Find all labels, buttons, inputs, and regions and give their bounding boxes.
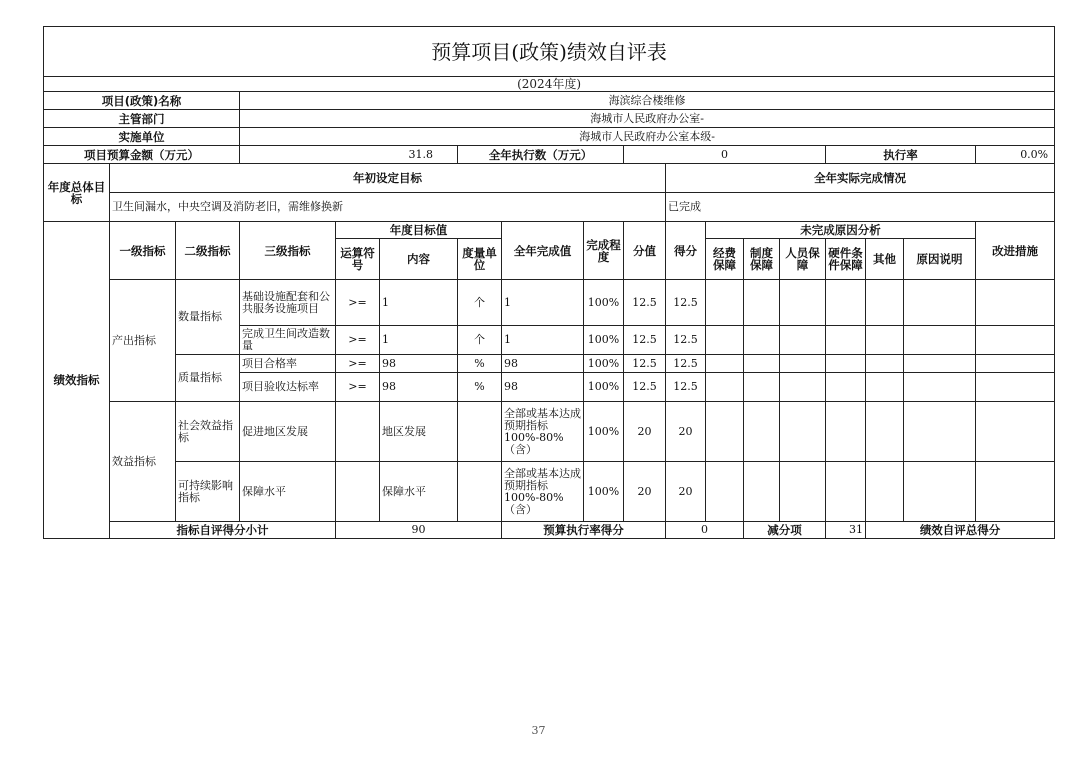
empty-cell	[706, 462, 744, 522]
reason-group-header: 未完成原因分析	[706, 222, 976, 239]
empty-cell	[866, 373, 904, 402]
overall-goal-label: 年度总体目标	[44, 164, 110, 222]
improve-header: 改进措施	[976, 222, 1055, 280]
indicator-degree: 100%	[584, 402, 624, 462]
empty-cell	[976, 462, 1055, 522]
empty-cell	[780, 373, 826, 402]
indicator-score: 12.5	[624, 373, 666, 402]
target-group-header: 年度目标值	[336, 222, 502, 239]
score-header: 分值	[624, 222, 666, 280]
exec-label: 全年执行数（万元）	[458, 146, 624, 164]
empty-cell	[866, 326, 904, 355]
indicator-content: 1	[380, 326, 458, 355]
indicator-unit: 个	[458, 280, 502, 326]
empty-cell	[780, 462, 826, 522]
empty-cell	[706, 280, 744, 326]
total-score-label: 绩效自评总得分	[866, 522, 1055, 539]
indicator-name: 保障水平	[240, 462, 336, 522]
quality-indicator: 质量指标	[176, 355, 240, 402]
deduct-value: 31	[826, 522, 866, 539]
indicator-actual: 1	[502, 280, 584, 326]
empty-cell	[866, 355, 904, 373]
actual-header: 全年实际完成情况	[666, 164, 1055, 193]
social-indicator: 社会效益指标	[176, 402, 240, 462]
actual-value-header: 全年完成值	[502, 222, 584, 280]
empty-cell	[780, 355, 826, 373]
indicator-op: >=	[336, 355, 380, 373]
content-header: 内容	[380, 239, 458, 280]
empty-cell	[706, 355, 744, 373]
indicator-name: 促进地区发展	[240, 402, 336, 462]
budget-value: 31.8	[240, 146, 458, 164]
unit-value: 海城市人民政府办公室本级-	[240, 128, 1055, 146]
page-number: 37	[531, 724, 546, 737]
empty-cell	[904, 280, 976, 326]
empty-cell	[780, 402, 826, 462]
reason-fund-header: 经费保障	[706, 239, 744, 280]
indicator-content: 1	[380, 280, 458, 326]
empty-cell	[976, 355, 1055, 373]
empty-cell	[904, 373, 976, 402]
deduct-label: 减分项	[744, 522, 826, 539]
report-year: (2024年度)	[44, 77, 1055, 92]
self-evaluation-sheet	[43, 26, 1054, 539]
dept-label: 主管部门	[44, 110, 240, 128]
indicator-degree: 100%	[584, 373, 624, 402]
empty-cell	[780, 326, 826, 355]
empty-cell	[744, 462, 780, 522]
indicator-content: 保障水平	[380, 462, 458, 522]
empty-cell	[826, 373, 866, 402]
indicator-actual: 全部或基本达成预期指标100%-80%（含）	[502, 462, 584, 522]
indicator-degree: 100%	[584, 326, 624, 355]
indicator-content: 98	[380, 373, 458, 402]
perf-indicator-label: 绩效指标	[44, 222, 110, 539]
empty-cell	[904, 402, 976, 462]
subtotal-label: 指标自评得分小计	[110, 522, 336, 539]
indicator-op: >=	[336, 280, 380, 326]
rate-label: 执行率	[826, 146, 976, 164]
reason-system-header: 制度保障	[744, 239, 780, 280]
indicator-unit	[458, 462, 502, 522]
empty-cell	[706, 402, 744, 462]
indicator-actual: 98	[502, 355, 584, 373]
empty-cell	[744, 402, 780, 462]
exec-score-label: 预算执行率得分	[502, 522, 666, 539]
indicator-unit: %	[458, 355, 502, 373]
output-indicator: 产出指标	[110, 280, 176, 402]
indicator-op: >=	[336, 326, 380, 355]
empty-cell	[826, 462, 866, 522]
indicator-actual: 1	[502, 326, 584, 355]
budget-label: 项目预算金额（万元）	[44, 146, 240, 164]
indicator-unit: %	[458, 373, 502, 402]
sustain-indicator: 可持续影响指标	[176, 462, 240, 522]
empty-cell	[826, 326, 866, 355]
empty-cell	[744, 355, 780, 373]
empty-cell	[866, 462, 904, 522]
page-title: 预算项目(政策)绩效自评表	[44, 27, 1055, 77]
indicator-got: 12.5	[666, 326, 706, 355]
effect-indicator: 效益指标	[110, 402, 176, 522]
indicator-name: 项目合格率	[240, 355, 336, 373]
lvl2-header: 二级指标	[176, 222, 240, 280]
empty-cell	[904, 462, 976, 522]
indicator-score: 12.5	[624, 355, 666, 373]
empty-cell	[744, 373, 780, 402]
quantity-indicator: 数量指标	[176, 280, 240, 355]
indicator-actual: 全部或基本达成预期指标100%-80%（含）	[502, 402, 584, 462]
indicator-degree: 100%	[584, 280, 624, 326]
empty-cell	[866, 402, 904, 462]
empty-cell	[976, 280, 1055, 326]
unit-label: 实施单位	[44, 128, 240, 146]
indicator-got: 20	[666, 462, 706, 522]
exec-score-value: 0	[666, 522, 744, 539]
empty-cell	[706, 326, 744, 355]
set-goal-text: 卫生间漏水，中央空调及消防老旧，需维修换新	[110, 193, 666, 222]
unit-header: 度量单位	[458, 239, 502, 280]
subtotal-value: 90	[336, 522, 502, 539]
indicator-got: 12.5	[666, 280, 706, 326]
indicator-op	[336, 402, 380, 462]
reason-other-header: 其他	[866, 239, 904, 280]
indicator-unit	[458, 402, 502, 462]
indicator-actual: 98	[502, 373, 584, 402]
indicator-score: 20	[624, 462, 666, 522]
indicator-op	[336, 462, 380, 522]
empty-cell	[826, 280, 866, 326]
reason-staff-header: 人员保障	[780, 239, 826, 280]
actual-text: 已完成	[666, 193, 1055, 222]
evaluation-table	[43, 26, 1055, 539]
empty-cell	[976, 326, 1055, 355]
indicator-content: 地区发展	[380, 402, 458, 462]
empty-cell	[976, 402, 1055, 462]
empty-cell	[826, 402, 866, 462]
project-name-value: 海滨综合楼维修	[240, 92, 1055, 110]
indicator-score: 12.5	[624, 280, 666, 326]
project-name-label: 项目(政策)名称	[44, 92, 240, 110]
exec-value: 0	[624, 146, 826, 164]
empty-cell	[976, 373, 1055, 402]
empty-cell	[826, 355, 866, 373]
indicator-unit: 个	[458, 326, 502, 355]
indicator-op: >=	[336, 373, 380, 402]
indicator-name: 基础设施配套和公共服务设施项目	[240, 280, 336, 326]
set-goal-header: 年初设定目标	[110, 164, 666, 193]
empty-cell	[904, 355, 976, 373]
indicator-name: 完成卫生间改造数量	[240, 326, 336, 355]
indicator-degree: 100%	[584, 355, 624, 373]
op-header: 运算符号	[336, 239, 380, 280]
indicator-score: 20	[624, 402, 666, 462]
empty-cell	[866, 280, 904, 326]
lvl1-header: 一级指标	[110, 222, 176, 280]
indicator-degree: 100%	[584, 462, 624, 522]
indicator-score: 12.5	[624, 326, 666, 355]
rate-value: 0.0%	[976, 146, 1055, 164]
indicator-content: 98	[380, 355, 458, 373]
reason-hardware-header: 硬件条件保障	[826, 239, 866, 280]
indicator-got: 12.5	[666, 355, 706, 373]
empty-cell	[706, 373, 744, 402]
got-header: 得分	[666, 222, 706, 280]
indicator-got: 12.5	[666, 373, 706, 402]
empty-cell	[904, 326, 976, 355]
degree-header: 完成程度	[584, 222, 624, 280]
indicator-name: 项目验收达标率	[240, 373, 336, 402]
indicator-got: 20	[666, 402, 706, 462]
reason-note-header: 原因说明	[904, 239, 976, 280]
empty-cell	[744, 280, 780, 326]
dept-value: 海城市人民政府办公室-	[240, 110, 1055, 128]
lvl3-header: 三级指标	[240, 222, 336, 280]
empty-cell	[780, 280, 826, 326]
empty-cell	[744, 326, 780, 355]
